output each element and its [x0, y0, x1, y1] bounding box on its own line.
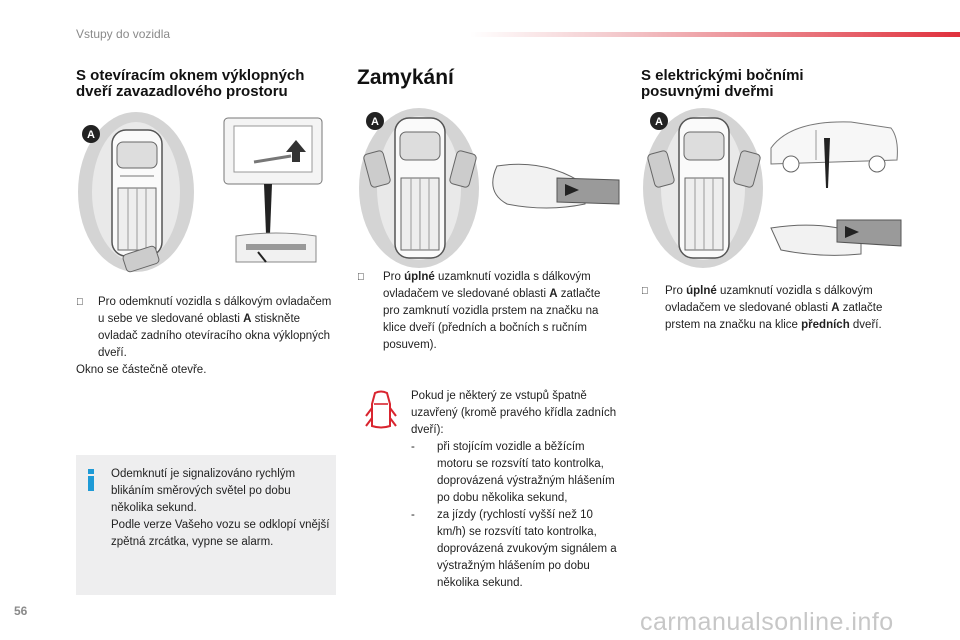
warning-item: - za jízdy (rychlostí vyšší než 10 km/h) se rozsvítí tato kontrolka, doprovázená zvukovým signálem a výstražným hlášením po dobu několika sekund. [411, 509, 617, 589]
zone-a-label: A [87, 129, 95, 141]
door-open-warning-icon [364, 390, 398, 430]
bullet-arrow-icon [76, 294, 84, 311]
zone-a-label: A [371, 116, 379, 128]
info-text: Odemknutí je signalizováno rychlým blikáním směrových světel po dobu několika sekund. Podle verze Vašeho vozu se odklopí vnější zpětná zrcátka, vypne se alarm. [111, 468, 330, 548]
header-accent-bar [470, 32, 960, 37]
right-paragraph: Pro úplné uzamknutí vozidla s dálkovým ovladačem ve sledované oblasti A zatlačte prstem na značku na klice předních dveří. [641, 283, 903, 334]
locking-illustration [357, 108, 622, 274]
warning-text: Pokud je některý ze vstupů špatně uzavřený (kromě pravého křídla zadních dveří): - při stojícím vozidle a běžícím motoru se rozsvítí tato kontrolka, doprovázená výstražným hlášením po dobu několika sekund, - za jízdy (rychlostí vyšší než 10 km/h) se rozsvítí tato kontrolka, doprovázená zvukovým signálem a výstražným hlášením po dobu několika sekund. [411, 388, 623, 592]
info-icon [86, 469, 96, 491]
sliding-doors-illustration [641, 108, 906, 274]
left-note: Okno se částečně otevře. [76, 364, 207, 376]
heading-locking: Zamykání [357, 66, 454, 89]
bullet-arrow-icon [357, 269, 365, 286]
warning-item: - při stojícím vozidle a běžícím motoru se rozsvítí tato kontrolka, doprovázená výstražným hlášením po dobu několika sekund, [411, 441, 615, 504]
left-paragraph: Pro odemknutí vozidla s dálkovým ovladačem u sebe ve sledované oblasti A stiskněte ovladač zadního otevíracího okna výklopných dveří. Okno se částečně otevře. [76, 294, 338, 379]
zone-a-label: A [655, 116, 663, 128]
tailgate-unlock-illustration [76, 112, 336, 280]
heading-tailgate-window: S otevíracím oknem výklopných dveří zavazadlového prostoru [76, 67, 305, 100]
heading-electric-sliding-doors: S elektrickými bočními posuvnými dveřmi [641, 67, 804, 100]
watermark: carmanualsonline.info [640, 608, 894, 636]
middle-paragraph: Pro úplné uzamknutí vozidla s dálkovým ovladačem ve sledované oblasti A zatlačte pro zamknutí vozidla prstem na značku na klice dveří (předních a bočních s ručním posuvem). [357, 269, 619, 354]
section-title: Vstupy do vozidla [76, 27, 171, 41]
page-number: 56 [14, 604, 28, 618]
bullet-arrow-icon [641, 283, 649, 300]
